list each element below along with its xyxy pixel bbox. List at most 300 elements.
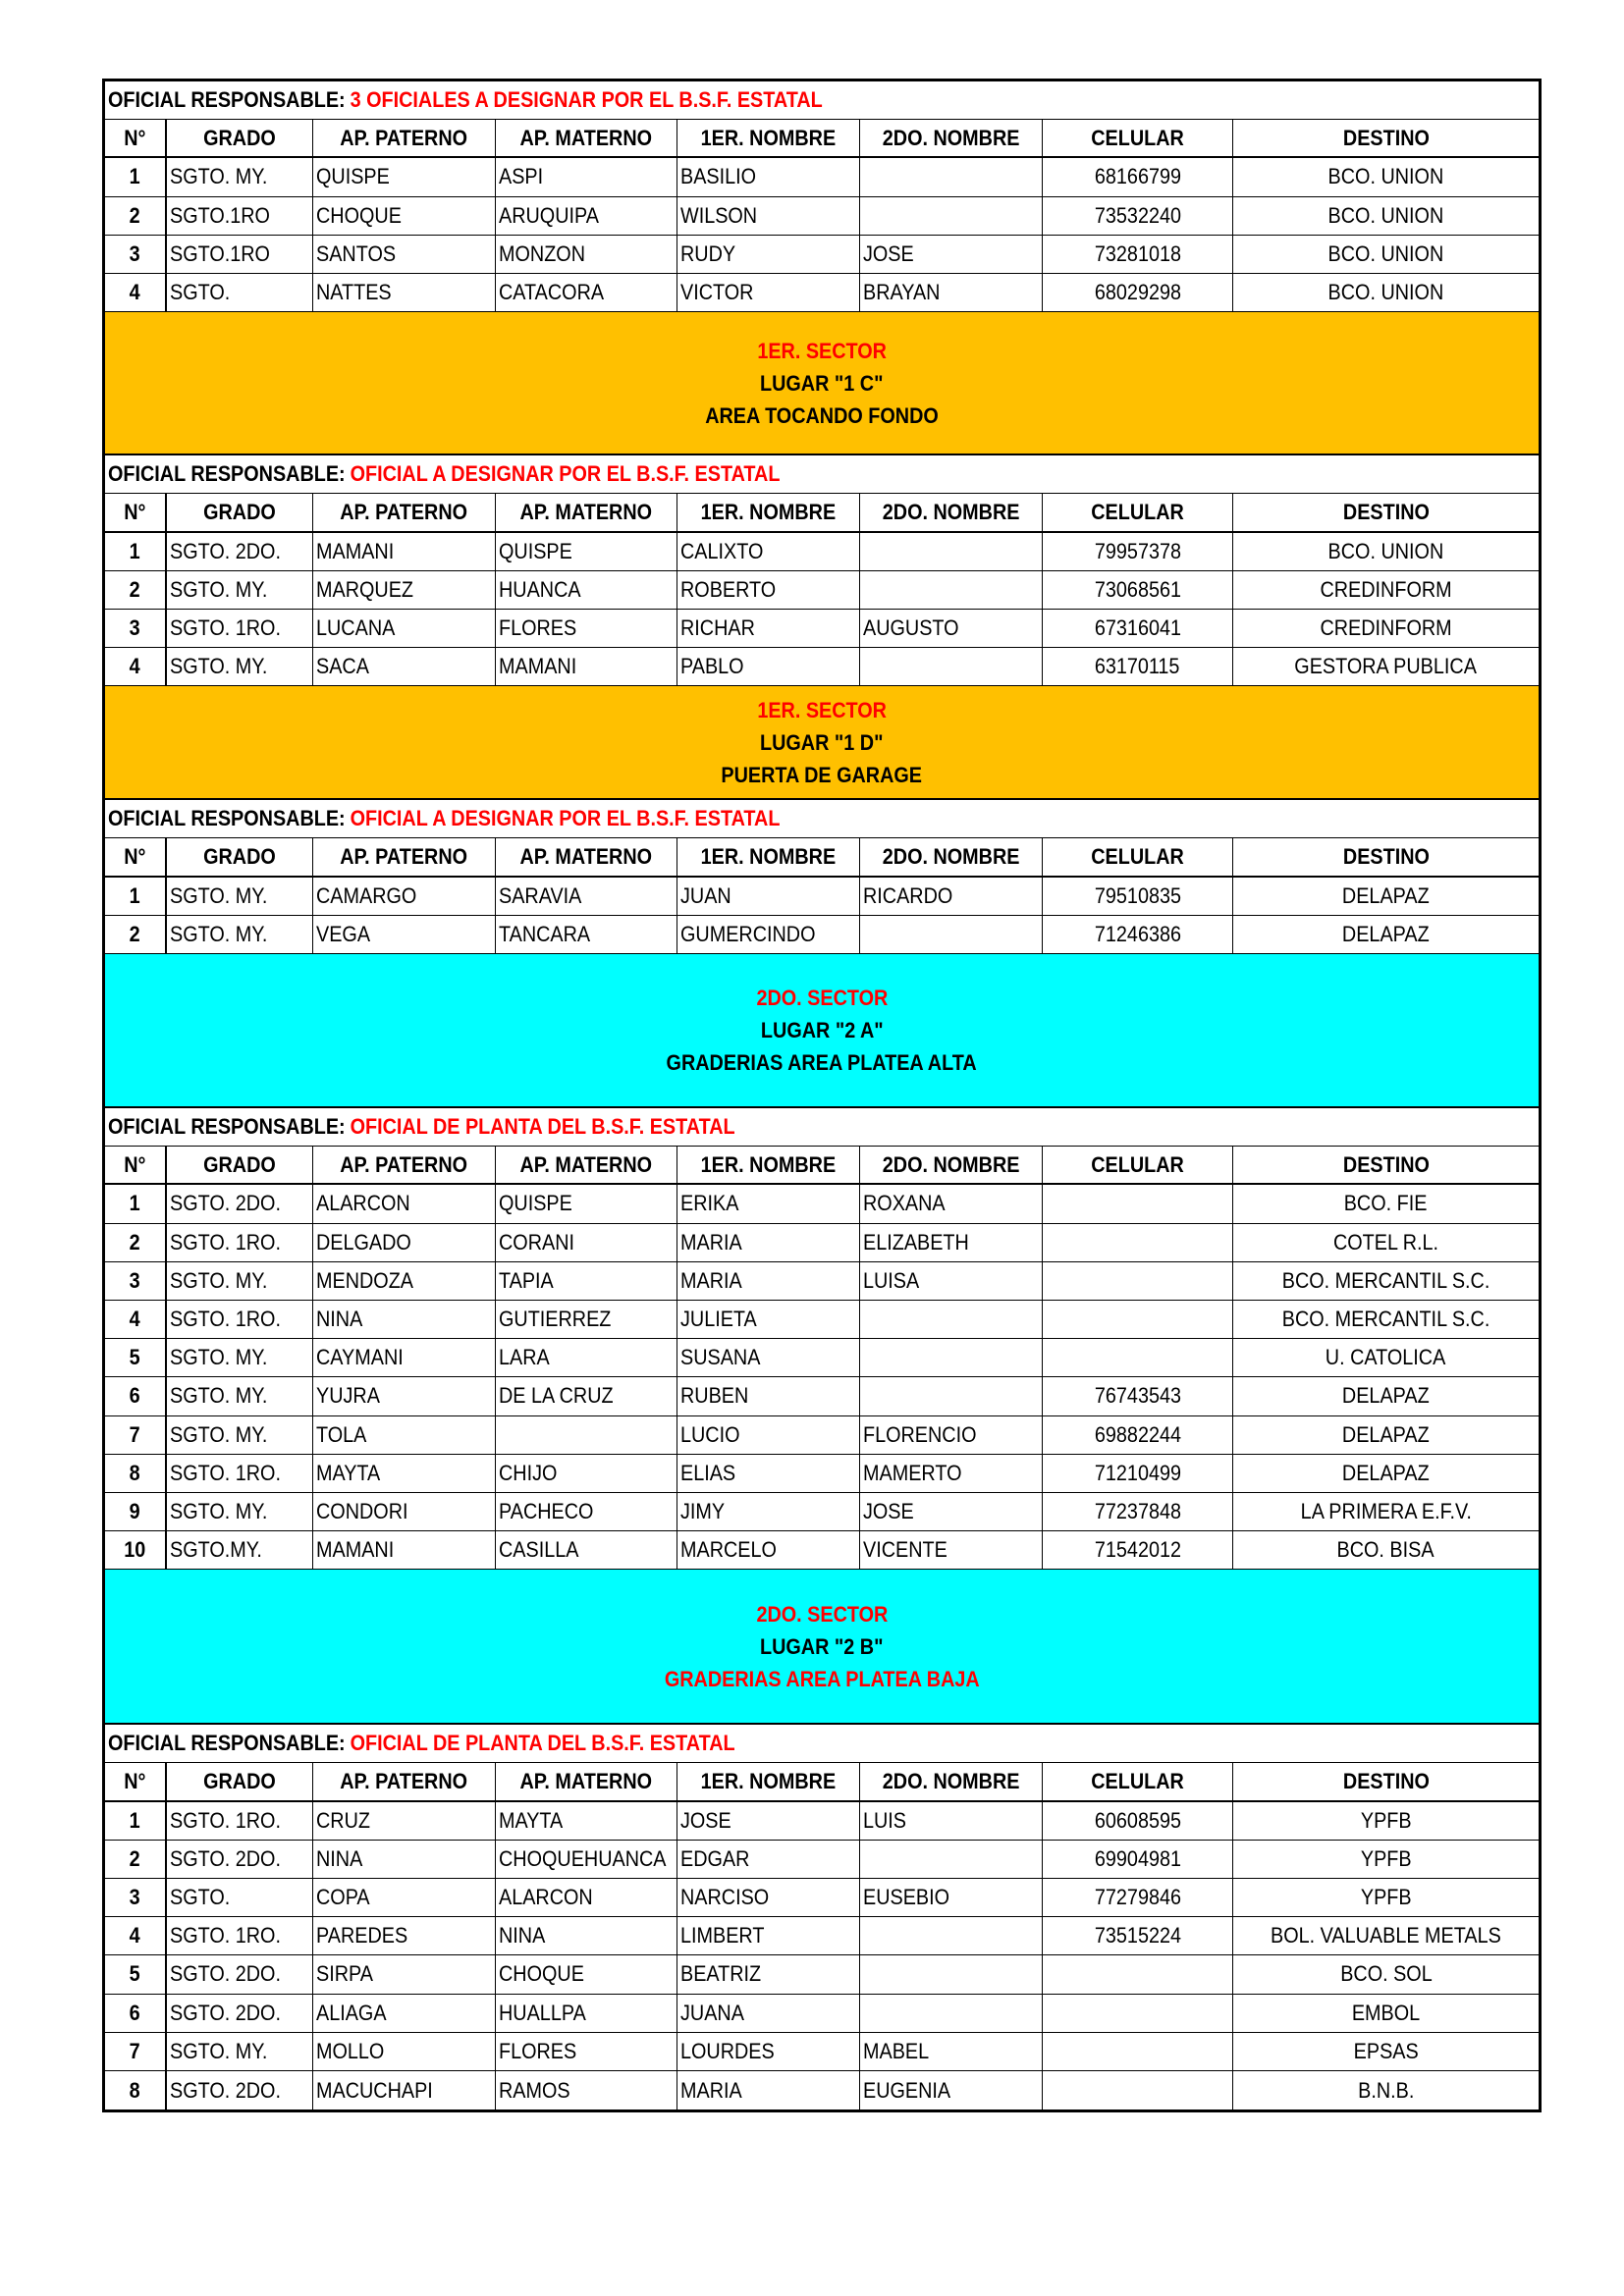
sector-title-text: 1ER. SECTOR — [757, 697, 887, 722]
cell-segundo-nombre — [860, 1879, 1043, 1916]
cell-destino-value: BCO. UNION — [1327, 202, 1444, 228]
cell-destino — [1233, 1995, 1539, 2032]
responsible-cell — [105, 455, 1539, 493]
cell-destino — [1233, 1841, 1539, 1878]
cell-primer-nombre-value: GUMERCINDO — [680, 921, 816, 946]
cell-grado-value: SGTO. — [170, 1885, 231, 1910]
cell-num — [105, 1995, 167, 2032]
cell-celular — [1043, 1185, 1233, 1222]
cell-grado-value: SGTO. 2DO. — [170, 2077, 281, 2103]
cell-ap-materno-value: CASILLA — [499, 1537, 579, 1563]
cell-segundo-nombre-value: AUGUSTO — [863, 614, 959, 640]
cell-destino — [1233, 1224, 1539, 1261]
cell-ap-materno-value: MONZON — [499, 240, 585, 266]
cell-ap-materno — [496, 1879, 677, 1916]
cell-segundo-nombre-value: RICARDO — [863, 882, 953, 908]
cell-ap-materno — [496, 1416, 677, 1454]
responsible-row — [105, 1108, 1539, 1147]
cell-celular-value: 73532240 — [1094, 202, 1181, 228]
cell-num-value: 2 — [129, 921, 141, 946]
column-header-num — [105, 838, 167, 875]
column-header-ap-paterno — [313, 1147, 496, 1183]
table-row — [105, 1955, 1539, 1994]
cell-num-value: 5 — [129, 1345, 141, 1370]
cell-ap-paterno-value: CHOQUE — [316, 202, 402, 228]
cell-ap-paterno-value: MAMANI — [316, 538, 395, 563]
cell-destino-value: EPSAS — [1353, 2038, 1419, 2063]
cell-ap-paterno-value: MENDOZA — [316, 1267, 413, 1293]
cell-num — [105, 1377, 167, 1415]
column-header-label: 1ER. NOMBRE — [700, 1769, 837, 1794]
table-row — [105, 1493, 1539, 1531]
cell-destino-value: BCO. UNION — [1327, 164, 1444, 189]
responsible-text — [108, 87, 823, 113]
cell-segundo-nombre — [860, 158, 1043, 195]
cell-segundo-nombre — [860, 1262, 1043, 1300]
table-row — [105, 1262, 1539, 1301]
cell-destino — [1233, 236, 1539, 273]
cell-grado-value: SGTO. MY. — [170, 1383, 268, 1409]
cell-num — [105, 648, 167, 685]
table-row — [105, 274, 1539, 312]
cell-num-value: 10 — [124, 1537, 146, 1563]
cell-primer-nombre-value: RUDY — [680, 240, 736, 266]
cell-grado — [167, 197, 313, 235]
cell-num-value: 1 — [129, 1807, 141, 1833]
cell-destino-value: BCO. UNION — [1327, 538, 1444, 563]
sector-title — [750, 335, 893, 367]
cell-num — [105, 1455, 167, 1492]
column-header-label: GRADO — [203, 499, 276, 524]
cell-grado-value: SGTO.MY. — [170, 1537, 262, 1563]
responsible-label: OFICIAL RESPONSABLE: — [108, 87, 346, 113]
cell-destino-value: BCO. MERCANTIL S.C. — [1281, 1307, 1490, 1332]
cell-primer-nombre — [677, 1802, 860, 1840]
cell-segundo-nombre — [860, 1339, 1043, 1376]
table-row — [105, 1416, 1539, 1455]
cell-grado — [167, 1841, 313, 1878]
cell-celular — [1043, 2033, 1233, 2070]
cell-primer-nombre-value: ELIAS — [680, 1460, 736, 1485]
cell-ap-materno-value: MAMANI — [499, 654, 577, 679]
cell-grado — [167, 1455, 313, 1492]
cell-segundo-nombre-value: LUIS — [863, 1807, 907, 1833]
cell-ap-paterno — [313, 274, 496, 311]
cell-segundo-nombre-value: VICENTE — [863, 1537, 947, 1563]
sector-title — [749, 1598, 895, 1630]
cell-ap-materno — [496, 1185, 677, 1222]
responsible-label: OFICIAL RESPONSABLE: — [108, 1731, 346, 1756]
column-header-destino — [1233, 1147, 1539, 1183]
cell-ap-materno — [496, 1955, 677, 1993]
sector-place-text: LUGAR "1 D" — [760, 729, 884, 755]
cell-segundo-nombre-value: BRAYAN — [863, 280, 941, 305]
cell-ap-paterno — [313, 1262, 496, 1300]
column-header-row — [105, 120, 1539, 158]
column-header-segundo-nombre — [860, 1763, 1043, 1799]
cell-grado — [167, 158, 313, 195]
cell-ap-materno — [496, 158, 677, 195]
cell-segundo-nombre-value: EUGENIA — [863, 2077, 951, 2103]
cell-num — [105, 1224, 167, 1261]
cell-destino — [1233, 1879, 1539, 1916]
cell-ap-paterno-value: COPA — [316, 1885, 370, 1910]
cell-grado-value: SGTO. 2DO. — [170, 538, 281, 563]
cell-num — [105, 158, 167, 195]
responsible-cell — [105, 81, 1539, 119]
column-header-ap-materno — [496, 120, 677, 156]
cell-grado-value: SGTO. 2DO. — [170, 2000, 281, 2025]
column-header-row — [105, 1763, 1539, 1801]
cell-segundo-nombre-value: FLORENCIO — [863, 1421, 977, 1447]
sector-area — [649, 1046, 994, 1079]
cell-destino-value: B.N.B. — [1357, 2077, 1415, 2103]
cell-primer-nombre-value: WILSON — [680, 202, 758, 228]
cell-segundo-nombre — [860, 610, 1043, 647]
cell-num — [105, 1493, 167, 1530]
cell-ap-materno-value: ALARCON — [499, 1885, 593, 1910]
sector-area-text: AREA TOCANDO FONDO — [705, 402, 939, 428]
cell-celular-value: 79510835 — [1094, 882, 1181, 908]
cell-celular — [1043, 274, 1233, 311]
cell-primer-nombre — [677, 1224, 860, 1261]
cell-destino — [1233, 1455, 1539, 1492]
cell-primer-nombre — [677, 1917, 860, 1954]
cell-celular — [1043, 158, 1233, 195]
cell-primer-nombre-value: MARIA — [680, 2077, 742, 2103]
cell-ap-paterno-value: QUISPE — [316, 164, 390, 189]
sector-area — [692, 400, 951, 432]
cell-primer-nombre — [677, 1377, 860, 1415]
cell-ap-materno-value: RAMOS — [499, 2077, 570, 2103]
column-header-ap-materno — [496, 494, 677, 530]
cell-ap-paterno — [313, 1301, 496, 1338]
sector-place — [753, 367, 890, 400]
responsible-value: OFICIAL A DESIGNAR POR EL B.S.F. ESTATAL — [350, 461, 781, 487]
cell-num-value: 7 — [129, 2038, 141, 2063]
cell-grado — [167, 2071, 313, 2109]
cell-ap-paterno — [313, 1841, 496, 1878]
column-header-row — [105, 1147, 1539, 1185]
cell-primer-nombre — [677, 158, 860, 195]
cell-ap-paterno-value: TOLA — [316, 1421, 367, 1447]
cell-segundo-nombre — [860, 571, 1043, 609]
cell-celular-value: 68166799 — [1094, 164, 1181, 189]
cell-segundo-nombre — [860, 1917, 1043, 1954]
cell-primer-nombre-value: CALIXTO — [680, 538, 764, 563]
table-row — [105, 1995, 1539, 2033]
cell-num-value: 9 — [129, 1498, 141, 1523]
cell-destino-value: YPFB — [1360, 1845, 1412, 1871]
responsible-row — [105, 455, 1539, 494]
column-header-num — [105, 1763, 167, 1799]
cell-ap-materno-value: HUALLPA — [499, 2000, 586, 2025]
cell-ap-paterno — [313, 878, 496, 915]
cell-ap-paterno — [313, 1416, 496, 1454]
cell-num-value: 2 — [129, 1845, 141, 1871]
cell-num — [105, 1802, 167, 1840]
column-header-segundo-nombre — [860, 1147, 1043, 1183]
cell-ap-paterno — [313, 1339, 496, 1376]
cell-grado — [167, 274, 313, 311]
cell-primer-nombre-value: LOURDES — [680, 2038, 775, 2063]
column-header-label: 2DO. NOMBRE — [882, 844, 1020, 870]
cell-segundo-nombre — [860, 1377, 1043, 1415]
responsible-row — [105, 81, 1539, 120]
cell-ap-paterno-value: MARQUEZ — [316, 576, 413, 602]
cell-segundo-nombre — [860, 1301, 1043, 1338]
responsible-cell — [105, 1725, 1539, 1762]
cell-grado-value: SGTO. MY. — [170, 1267, 268, 1293]
cell-celular — [1043, 197, 1233, 235]
cell-ap-paterno-value: SANTOS — [316, 240, 397, 266]
column-header-label: 2DO. NOMBRE — [882, 499, 1020, 524]
cell-grado — [167, 610, 313, 647]
cell-destino — [1233, 648, 1539, 685]
cell-primer-nombre — [677, 916, 860, 953]
cell-celular-value: 79957378 — [1094, 538, 1181, 563]
cell-grado — [167, 533, 313, 570]
cell-grado — [167, 236, 313, 273]
cell-celular-value: 77279846 — [1094, 1885, 1181, 1910]
cell-celular-value: 73281018 — [1094, 240, 1181, 266]
cell-primer-nombre — [677, 1416, 860, 1454]
cell-ap-materno — [496, 1841, 677, 1878]
column-header-primer-nombre — [677, 1147, 860, 1183]
cell-ap-paterno-value: YUJRA — [316, 1383, 380, 1409]
cell-num — [105, 236, 167, 273]
cell-segundo-nombre — [860, 1416, 1043, 1454]
cell-destino — [1233, 1262, 1539, 1300]
cell-ap-paterno-value: MAYTA — [316, 1460, 381, 1485]
cell-ap-materno-value: LARA — [499, 1345, 550, 1370]
cell-ap-paterno-value: CONDORI — [316, 1498, 408, 1523]
cell-primer-nombre-value: SUSANA — [680, 1345, 761, 1370]
cell-num-value: 1 — [129, 538, 141, 563]
cell-destino — [1233, 1955, 1539, 1993]
cell-primer-nombre-value: BEATRIZ — [680, 1961, 762, 1987]
cell-primer-nombre-value: ROBERTO — [680, 576, 777, 602]
cell-grado — [167, 1301, 313, 1338]
cell-num — [105, 2033, 167, 2070]
column-header-label: CELULAR — [1091, 125, 1184, 150]
cell-segundo-nombre — [860, 1493, 1043, 1530]
column-header-label: AP. PATERNO — [340, 1151, 468, 1177]
cell-celular — [1043, 236, 1233, 273]
cell-ap-materno — [496, 1802, 677, 1840]
cell-grado-value: SGTO. MY. — [170, 576, 268, 602]
cell-celular — [1043, 1224, 1233, 1261]
cell-primer-nombre-value: MARIA — [680, 1229, 742, 1255]
cell-destino-value: DELAPAZ — [1342, 1421, 1430, 1447]
cell-grado-value: SGTO. MY. — [170, 2038, 268, 2063]
cell-ap-materno — [496, 1531, 677, 1569]
cell-primer-nombre-value: LIMBERT — [680, 1923, 765, 1949]
cell-num-value: 2 — [129, 576, 141, 602]
column-header-label: AP. PATERNO — [340, 125, 468, 150]
cell-grado — [167, 1185, 313, 1222]
cell-segundo-nombre-value: LUISA — [863, 1267, 920, 1293]
cell-primer-nombre — [677, 571, 860, 609]
table-row — [105, 610, 1539, 648]
cell-num-value: 4 — [129, 1307, 141, 1332]
cell-destino-value: BCO. FIE — [1344, 1191, 1428, 1216]
column-header-destino — [1233, 120, 1539, 156]
cell-grado — [167, 1493, 313, 1530]
cell-destino — [1233, 916, 1539, 953]
cell-ap-materno-value: ASPI — [499, 164, 544, 189]
column-header-label: GRADO — [203, 125, 276, 150]
cell-primer-nombre-value: RICHAR — [680, 614, 755, 640]
cell-celular — [1043, 1841, 1233, 1878]
column-header-ap-materno — [496, 838, 677, 875]
column-header-label: DESTINO — [1342, 125, 1430, 150]
cell-ap-materno-value: SARAVIA — [499, 882, 582, 908]
table-row — [105, 1841, 1539, 1879]
cell-grado — [167, 1377, 313, 1415]
cell-primer-nombre-value: JOSE — [680, 1807, 731, 1833]
column-header-label: AP. PATERNO — [340, 499, 468, 524]
cell-primer-nombre — [677, 878, 860, 915]
cell-celular-value: 77237848 — [1094, 1498, 1181, 1523]
cell-ap-materno-value: QUISPE — [499, 1191, 572, 1216]
cell-grado-value: SGTO. 2DO. — [170, 1961, 281, 1987]
cell-grado-value: SGTO. 1RO. — [170, 1923, 281, 1949]
cell-ap-paterno — [313, 1224, 496, 1261]
table-row — [105, 1917, 1539, 1955]
cell-destino — [1233, 2033, 1539, 2070]
cell-ap-materno-value: FLORES — [499, 2038, 577, 2063]
column-header-label: 1ER. NOMBRE — [700, 844, 837, 870]
cell-destino-value: LA PRIMERA E.F.V. — [1300, 1498, 1472, 1523]
cell-primer-nombre-value: JUAN — [680, 882, 731, 908]
cell-grado — [167, 1531, 313, 1569]
sector-banner — [105, 312, 1539, 455]
cell-primer-nombre-value: MARCELO — [680, 1537, 777, 1563]
column-header-ap-paterno — [313, 494, 496, 530]
cell-num — [105, 1339, 167, 1376]
responsible-text — [108, 1114, 735, 1140]
cell-destino-value: DELAPAZ — [1342, 1460, 1430, 1485]
cell-ap-materno — [496, 1301, 677, 1338]
cell-destino — [1233, 533, 1539, 570]
cell-ap-paterno — [313, 1493, 496, 1530]
column-header-label: AP. MATERNO — [519, 125, 653, 150]
sector-title-text: 1ER. SECTOR — [757, 338, 887, 363]
cell-segundo-nombre — [860, 533, 1043, 570]
column-header-label: CELULAR — [1091, 499, 1184, 524]
cell-num-value: 3 — [129, 1885, 141, 1910]
cell-ap-materno — [496, 1455, 677, 1492]
cell-ap-paterno-value: MAMANI — [316, 1537, 395, 1563]
cell-ap-paterno — [313, 648, 496, 685]
cell-num — [105, 1531, 167, 1569]
cell-grado-value: SGTO. 1RO. — [170, 1229, 281, 1255]
cell-destino — [1233, 1493, 1539, 1530]
cell-num-value: 1 — [129, 882, 141, 908]
column-header-label: 1ER. NOMBRE — [700, 125, 837, 150]
cell-ap-paterno-value: CAYMANI — [316, 1345, 404, 1370]
cell-primer-nombre-value: MARIA — [680, 1267, 742, 1293]
cell-destino-value: BCO. SOL — [1339, 1961, 1433, 1987]
cell-ap-paterno-value: NINA — [316, 1307, 363, 1332]
cell-celular-value: 68029298 — [1094, 280, 1181, 305]
cell-grado — [167, 1802, 313, 1840]
cell-celular-value: 76743543 — [1094, 1383, 1181, 1409]
cell-primer-nombre-value: PABLO — [680, 654, 744, 679]
table-row — [105, 878, 1539, 916]
sector-title-text: 2DO. SECTOR — [756, 986, 888, 1010]
column-header-label: 2DO. NOMBRE — [882, 1151, 1020, 1177]
cell-primer-nombre-value: JULIETA — [680, 1307, 757, 1332]
column-header-label: CELULAR — [1091, 844, 1184, 870]
cell-ap-paterno — [313, 1879, 496, 1916]
cell-ap-materno-value: PACHECO — [499, 1498, 594, 1523]
column-header-label: AP. MATERNO — [519, 499, 653, 524]
cell-segundo-nombre — [860, 197, 1043, 235]
cell-segundo-nombre — [860, 1455, 1043, 1492]
column-header-segundo-nombre — [860, 838, 1043, 875]
cell-num — [105, 610, 167, 647]
cell-celular-value: 71542012 — [1094, 1537, 1181, 1563]
cell-grado — [167, 1955, 313, 1993]
responsible-row — [105, 1725, 1539, 1763]
cell-ap-paterno — [313, 1377, 496, 1415]
cell-destino-value: GESTORA PUBLICA — [1294, 654, 1478, 679]
cell-primer-nombre — [677, 533, 860, 570]
cell-celular-value: 73515224 — [1094, 1923, 1181, 1949]
cell-ap-paterno — [313, 158, 496, 195]
cell-ap-paterno — [313, 1955, 496, 1993]
cell-ap-paterno-value: NATTES — [316, 280, 392, 305]
cell-celular — [1043, 1917, 1233, 1954]
cell-grado — [167, 1995, 313, 2032]
cell-destino — [1233, 197, 1539, 235]
cell-primer-nombre-value: JUANA — [680, 2000, 744, 2025]
cell-primer-nombre — [677, 1339, 860, 1376]
sector-area-text: PUERTA DE GARAGE — [721, 762, 923, 787]
cell-ap-materno — [496, 533, 677, 570]
cell-celular — [1043, 1339, 1233, 1376]
cell-ap-materno — [496, 648, 677, 685]
cell-segundo-nombre-value: JOSE — [863, 1498, 914, 1523]
cell-primer-nombre — [677, 1262, 860, 1300]
cell-ap-paterno-value: CRUZ — [316, 1807, 370, 1833]
cell-celular — [1043, 1955, 1233, 1993]
cell-ap-materno — [496, 236, 677, 273]
cell-ap-materno — [496, 2033, 677, 2070]
column-header-label: 2DO. NOMBRE — [882, 1769, 1020, 1794]
column-header-label: AP. PATERNO — [340, 844, 468, 870]
cell-num — [105, 1301, 167, 1338]
cell-num-value: 6 — [129, 1383, 141, 1409]
cell-ap-materno-value: MAYTA — [499, 1807, 564, 1833]
cell-primer-nombre — [677, 236, 860, 273]
cell-ap-paterno-value: ALIAGA — [316, 2000, 387, 2025]
column-header-label: N° — [124, 844, 146, 870]
cell-primer-nombre — [677, 2033, 860, 2070]
cell-destino-value: BCO. UNION — [1327, 240, 1444, 266]
cell-grado-value: SGTO.1RO — [170, 240, 270, 266]
cell-primer-nombre-value: JIMY — [680, 1498, 726, 1523]
cell-ap-materno-value: DE LA CRUZ — [499, 1383, 614, 1409]
sector-banner — [105, 954, 1539, 1108]
cell-celular — [1043, 533, 1233, 570]
cell-celular — [1043, 1301, 1233, 1338]
responsible-label: OFICIAL RESPONSABLE: — [108, 461, 346, 487]
sector-area-text: GRADERIAS AREA PLATEA ALTA — [666, 1050, 978, 1075]
column-header-segundo-nombre — [860, 494, 1043, 530]
